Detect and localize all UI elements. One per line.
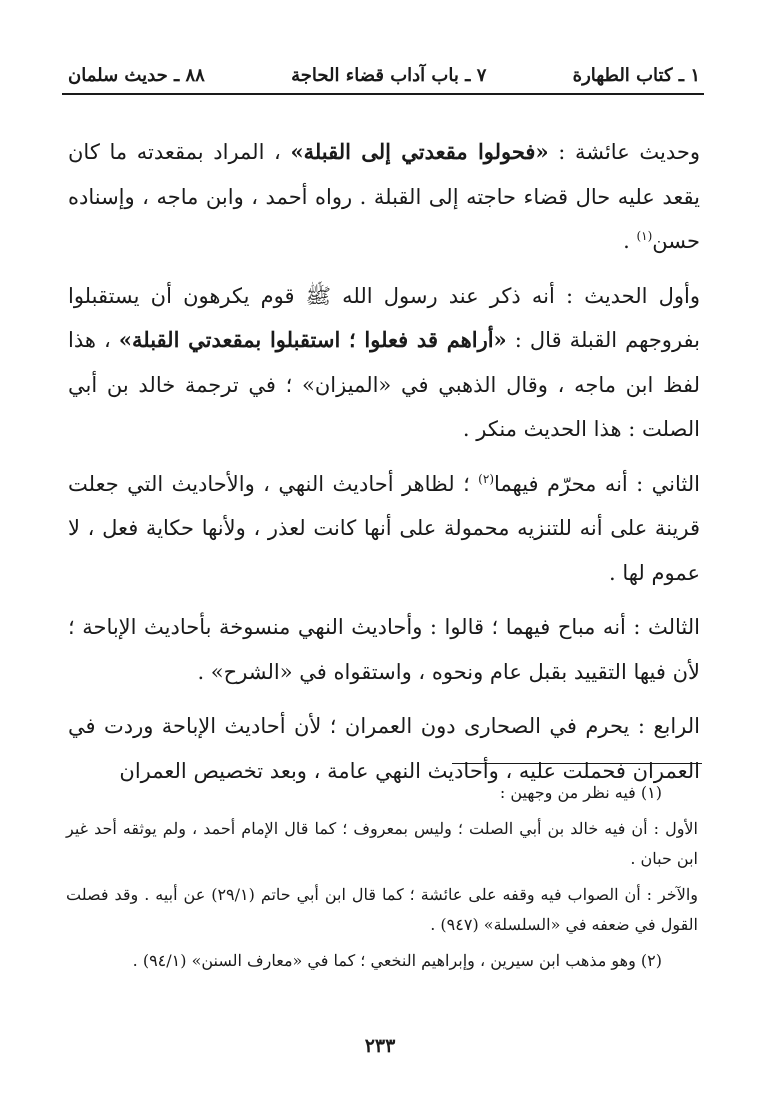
p1-text-b: ، المراد بمقعدته ما كان يقعد عليه حال قضاء حاجته إلى القبلة . رواه أحمد ، وابن ماجه ، وإسناده حسن (68, 140, 700, 253)
header-hadith: ٨٨ ـ حديث سلمان (68, 64, 205, 86)
header-divider (62, 93, 704, 95)
p1-quote: «فحولوا مقعدتي إلى القبلة» (290, 139, 549, 164)
footnotes (66, 778, 698, 982)
paragraph-fourth-opinion: الرابع : يحرم في الصحارى دون العمران ؛ لأن أحاديث الإباحة وردت في العمران فحملت عليه ، وأحاديث النهي عامة ، وبعد تخصيص العمران (68, 714, 700, 783)
paragraph-hadith-beginning (68, 274, 700, 452)
footnote-2: (٢) وهو مذهب ابن سيرين ، وإبراهيم النخعي ؛ كما في «معارف السنن» (٩٤/١) . (132, 951, 662, 970)
main-text (68, 130, 700, 803)
header-chapter: ١ ـ كتاب الطهارة (572, 64, 700, 86)
p2-text-b: ، هذا لفظ ابن ماجه ، وقال الذهبي في «الميزان» ؛ في ترجمة خالد بن أبي الصلت : هذا الحديث منكر . (68, 328, 700, 441)
p3-text-a: الثاني : أنه محرّم فيهما (494, 471, 700, 496)
p1-text-a: وحديث عائشة : (548, 140, 700, 164)
footnote-ref-1: (١) (636, 229, 653, 243)
running-header (68, 58, 700, 92)
footnote-divider (452, 763, 702, 764)
p2-quote: «أراهم قد فعلوا ؛ استقبلوا بمقعدتي القبلة» (118, 327, 507, 352)
footnote-1-second: والآخر : أن الصواب فيه وقفه على عائشة ؛ كما قال ابن أبي حاتم (٢٩/١) عن أبيه . وقد فصلت القول في ضعفه في «السلسلة» (٩٤٧) . (66, 885, 698, 934)
p3-text-b: ؛ لظاهر أحاديث النهي ، والأحاديث التي جعلت قرينة على أنه للتنزيه محمولة على أنها كانت لعذر ، ولأنها حكاية فعل ، لا عموم لها . (68, 471, 700, 585)
paragraph-second-opinion (68, 462, 700, 596)
paragraph-aisha-hadith (68, 130, 700, 264)
paragraph-third-opinion: الثالث : أنه مباح فيهما ؛ قالوا : وأحاديث النهي منسوخة بأحاديث الإباحة ؛ لأن فيها التقييد بقبل عام ونحوه ، واستقواه في «الشرح» . (68, 615, 700, 684)
footnote-ref-2: (٢) (478, 471, 494, 486)
p2-text-a: وأول الحديث : أنه ذكر عند رسول الله ﷺ قوم يكرهون أن يستقبلوا بفروجهم القبلة قال : (68, 283, 700, 352)
p1-text-c: . (623, 229, 637, 253)
page-number: ٢٣٣ (364, 1035, 396, 1057)
footnote-1-heading: (١) فيه نظر من وجهين : (499, 783, 662, 802)
header-section: ٧ ـ باب آداب قضاء الحاجة (291, 64, 487, 86)
footnote-1-first: الأول : أن فيه خالد بن أبي الصلت ؛ وليس بمعروف ؛ كما قال الإمام أحمد ، ولم يوثقه أحد غير ابن حبان . (66, 819, 699, 868)
